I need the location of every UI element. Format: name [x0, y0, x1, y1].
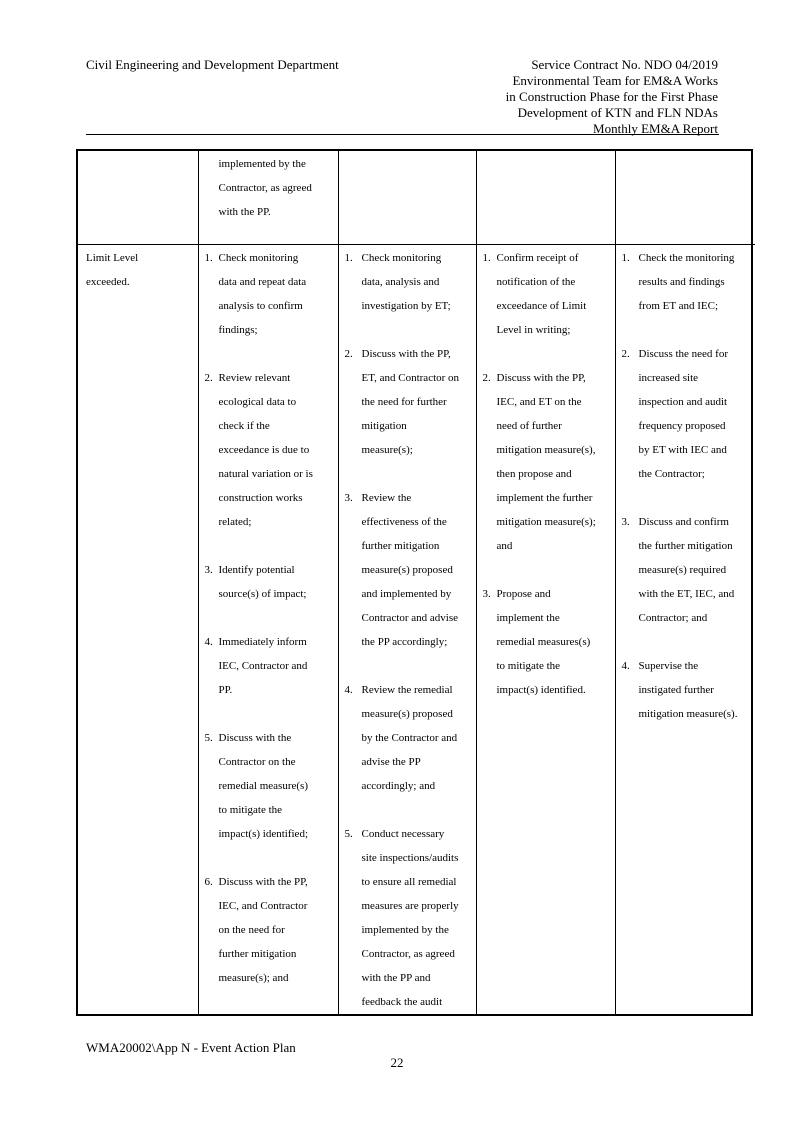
list-item-number: 1.	[482, 251, 491, 264]
cell-text-line: increased site	[638, 371, 699, 384]
cell-text-line: remedial measure(s)	[218, 779, 308, 792]
cell-text-line: Check the monitoring	[638, 251, 735, 264]
cell-text-line: ecological data to	[218, 395, 297, 408]
cell-text-line: Contractor; and	[638, 611, 708, 624]
cell-text-line: by the Contractor and	[361, 731, 458, 744]
list-item-text	[219, 558, 335, 606]
table-cell-contractor	[476, 244, 615, 1014]
list-item-text	[639, 246, 753, 318]
cell-text-line: Review the	[361, 491, 412, 504]
cell-text-line: implemented by the	[361, 923, 449, 936]
list-spacer	[622, 318, 753, 342]
header-line: Environmental Team for EM&A Works	[512, 73, 718, 88]
list-item-number: 4.	[621, 659, 630, 672]
cell-text-line: findings;	[218, 323, 258, 336]
cell-text-line: remedial measures(s)	[496, 635, 591, 648]
list-spacer	[205, 846, 335, 870]
list-spacer	[483, 342, 612, 366]
cell-text-line: exceedance of Limit	[496, 299, 587, 312]
cell-text-line: data, analysis and	[361, 275, 440, 288]
list-spacer	[205, 606, 335, 630]
cell-text-line: effectiveness of the	[361, 515, 447, 528]
list-item	[205, 870, 335, 990]
cell-text-line: Discuss with the	[218, 731, 292, 744]
cell-text-line: ET, and Contractor on	[361, 371, 460, 384]
list-item	[622, 510, 753, 630]
list-item-number: 6.	[204, 875, 213, 888]
list-item	[345, 822, 473, 1014]
cell-text-line: Discuss with the PP,	[496, 371, 586, 384]
cell-text-line: the further mitigation	[638, 539, 733, 552]
list-item	[205, 726, 335, 846]
list-item-text	[639, 342, 753, 486]
list-item	[483, 246, 612, 342]
cell-text-line: Discuss with the PP,	[361, 347, 451, 360]
list-item	[622, 654, 753, 726]
list-item-number: 3.	[344, 491, 353, 504]
cell-text-line: exceedance is due to	[218, 443, 310, 456]
footer-reference: WMA20002\App N - Event Action Plan	[86, 1040, 296, 1055]
cell-text-line: results and findings	[638, 275, 725, 288]
list-item-text	[219, 366, 335, 534]
list-item-text	[219, 246, 335, 342]
list-item-number: 2.	[621, 347, 630, 360]
list-item	[205, 558, 335, 606]
cell-text-line: mitigation measure(s);	[496, 515, 596, 528]
list-item-text	[639, 510, 753, 630]
list-item	[622, 342, 753, 486]
list-item-number: 3.	[482, 587, 491, 600]
list-item-number: 4.	[344, 683, 353, 696]
table-cell-et	[198, 244, 338, 1014]
cell-text-line: implement the further	[496, 491, 593, 504]
cell-text-line: mitigation	[361, 419, 407, 432]
cell-text-line: to ensure all remedial	[361, 875, 457, 888]
cell-text-line: PP.	[218, 683, 233, 696]
list-item-text	[362, 486, 473, 654]
header-contract-info	[358, 57, 718, 137]
cell-text-line: Discuss with the PP,	[218, 875, 308, 888]
list-item-number: 3.	[621, 515, 630, 528]
cell-text-line: further mitigation	[361, 539, 440, 552]
cell-text-line: Confirm receipt of	[496, 251, 579, 264]
cell-text-line: related;	[218, 515, 252, 528]
cell-text-line: with the PP.	[218, 206, 271, 218]
list-spacer	[205, 702, 335, 726]
cell-text-line: source(s) of impact;	[218, 587, 307, 600]
list-item-text	[639, 654, 753, 726]
table-cell-pp	[615, 151, 755, 244]
cell-text-line: to mitigate the	[496, 659, 561, 672]
table-cell-et	[198, 151, 338, 244]
list-spacer	[345, 318, 473, 342]
cell-text-line: Contractor on the	[218, 755, 296, 768]
list-item-number: 4.	[204, 635, 213, 648]
list-item-text	[219, 870, 335, 990]
cell-text-line: measure(s) required	[638, 563, 727, 576]
header-line: Monthly EM&A Report	[593, 121, 718, 136]
list-item	[483, 582, 612, 702]
table-cell-event	[78, 244, 198, 1014]
cell-text-line: notification of the	[496, 275, 576, 288]
cell-text-line: exceeded.	[86, 275, 130, 288]
cell-text-line: the PP accordingly;	[361, 635, 448, 648]
header-divider	[86, 134, 719, 135]
event-action-table	[76, 149, 753, 1016]
cell-text-line: Discuss the need for	[638, 347, 729, 360]
list-item-text	[362, 246, 473, 318]
table-cell-event	[78, 151, 198, 244]
list-item-text	[362, 678, 473, 798]
cell-text-line: and	[496, 539, 513, 552]
cell-text-line: mitigation measure(s).	[638, 707, 738, 720]
cell-text-line: accordingly; and	[361, 779, 436, 792]
list-item-number: 5.	[344, 827, 353, 840]
cell-text-line: natural variation or is	[218, 467, 313, 480]
list-item	[345, 486, 473, 654]
cell-text-line: Review the remedial	[361, 683, 453, 696]
list-spacer	[345, 798, 473, 822]
cell-text-line: Review relevant	[218, 371, 291, 384]
list-item	[205, 630, 335, 702]
cell-text-line: IEC, and Contractor	[218, 899, 308, 912]
list-item-text	[362, 342, 473, 462]
list-spacer	[345, 462, 473, 486]
list-item-text	[362, 822, 473, 1014]
list-item	[345, 246, 473, 318]
list-item-number: 1.	[344, 251, 353, 264]
list-item	[205, 246, 335, 342]
list-spacer	[345, 654, 473, 678]
header-department: Civil Engineering and Development Department	[86, 57, 339, 72]
cell-text-line: from ET and IEC;	[638, 299, 719, 312]
list-item	[345, 342, 473, 462]
cell-text-line: Immediately inform	[218, 635, 307, 648]
header-line: in Construction Phase for the First Phase	[505, 89, 718, 104]
cell-text-line: mitigation measure(s),	[496, 443, 596, 456]
cell-text-line: with the ET, IEC, and	[638, 587, 735, 600]
cell-text-line: Check monitoring	[218, 251, 299, 264]
list-item	[483, 366, 612, 558]
table-row	[78, 244, 755, 1014]
page-number: 22	[390, 1055, 404, 1070]
cell-text-line: measure(s) proposed	[361, 707, 453, 720]
cell-text-line: IEC, and ET on the	[496, 395, 582, 408]
list-item-number: 2.	[204, 371, 213, 384]
cell-text-line: further mitigation	[218, 947, 297, 960]
cell-text-line: investigation by ET;	[361, 299, 451, 312]
cell-text-line: the Contractor;	[638, 467, 705, 480]
cell-text-line: measure(s);	[361, 443, 413, 456]
cell-text-line: on the need for	[218, 923, 285, 936]
cell-text-line: measure(s) proposed	[361, 563, 453, 576]
list-item	[622, 246, 753, 318]
cell-text-line: Contractor, as agreed	[218, 182, 312, 194]
list-item	[345, 678, 473, 798]
cell-text-line: frequency proposed	[638, 419, 726, 432]
cell-text-line: inspection and audit	[638, 395, 728, 408]
cell-text-line: data and repeat data	[218, 275, 307, 288]
cell-text-line: construction works	[218, 491, 303, 504]
cell-text-line: Propose and	[496, 587, 551, 600]
cell-text-line: by ET with IEC and	[638, 443, 727, 456]
table-cell-iec	[338, 244, 476, 1014]
cell-text-line: feedback the audit	[361, 995, 443, 1008]
list-spacer	[205, 342, 335, 366]
list-item-number: 5.	[204, 731, 213, 744]
cell-text-line: Check monitoring	[361, 251, 442, 264]
cell-text-line: IEC, Contractor and	[218, 659, 308, 672]
cell-text-line: check if the	[218, 419, 270, 432]
list-spacer	[483, 558, 612, 582]
cell-text-line: need of further	[496, 419, 562, 432]
cell-text-line: site inspections/audits	[361, 851, 459, 864]
cell-text-line: Conduct necessary	[361, 827, 445, 840]
cell-text-line: to mitigate the	[218, 803, 283, 816]
cell-text-line: Identify potential	[218, 563, 295, 576]
list-item-text	[497, 582, 612, 702]
list-item-number: 1.	[204, 251, 213, 264]
table-row	[78, 151, 755, 244]
header-line: Service Contract No. NDO 04/2019	[531, 57, 718, 72]
table-cell-contractor	[476, 151, 615, 244]
cell-text-line: advise the PP	[361, 755, 421, 768]
list-item-number: 2.	[344, 347, 353, 360]
cell-text-line: Contractor and advise	[361, 611, 459, 624]
cell-text-line: impact(s) identified.	[496, 683, 586, 696]
cell-text-line: implement the	[496, 611, 560, 624]
list-spacer	[205, 534, 335, 558]
cell-text-line: Limit Level	[86, 251, 139, 264]
list-item-number: 3.	[204, 563, 213, 576]
cell-text-line: instigated further	[638, 683, 714, 696]
list-spacer	[622, 486, 753, 510]
cell-text-line: Level in writing;	[496, 323, 571, 336]
list-item-text	[497, 246, 612, 342]
cell-text-line: analysis to confirm	[218, 299, 303, 312]
cell-text-line: implemented by the	[218, 158, 306, 170]
cell-text-line: and implemented by	[361, 587, 452, 600]
list-item-text	[219, 726, 335, 846]
cell-text-line: measure(s); and	[218, 971, 289, 984]
cell-text-line: measures are properly	[361, 899, 459, 912]
list-item-text	[219, 630, 335, 702]
cell-text-line: Contractor, as agreed	[361, 947, 455, 960]
list-spacer	[622, 630, 753, 654]
cell-text-line: then propose and	[496, 467, 572, 480]
cell-text-line: the need for further	[361, 395, 447, 408]
cell-text-line: with the PP and	[361, 971, 431, 984]
table-cell-iec	[338, 151, 476, 244]
list-item-number: 1.	[621, 251, 630, 264]
header-line: Development of KTN and FLN NDAs	[517, 105, 718, 120]
list-item-text	[497, 366, 612, 558]
table-cell-pp	[615, 244, 755, 1014]
cell-text-line: Supervise the	[638, 659, 699, 672]
list-item	[205, 366, 335, 534]
cell-text-line: Discuss and confirm	[638, 515, 729, 528]
cell-text-line: impact(s) identified;	[218, 827, 308, 840]
list-item-number: 2.	[482, 371, 491, 384]
